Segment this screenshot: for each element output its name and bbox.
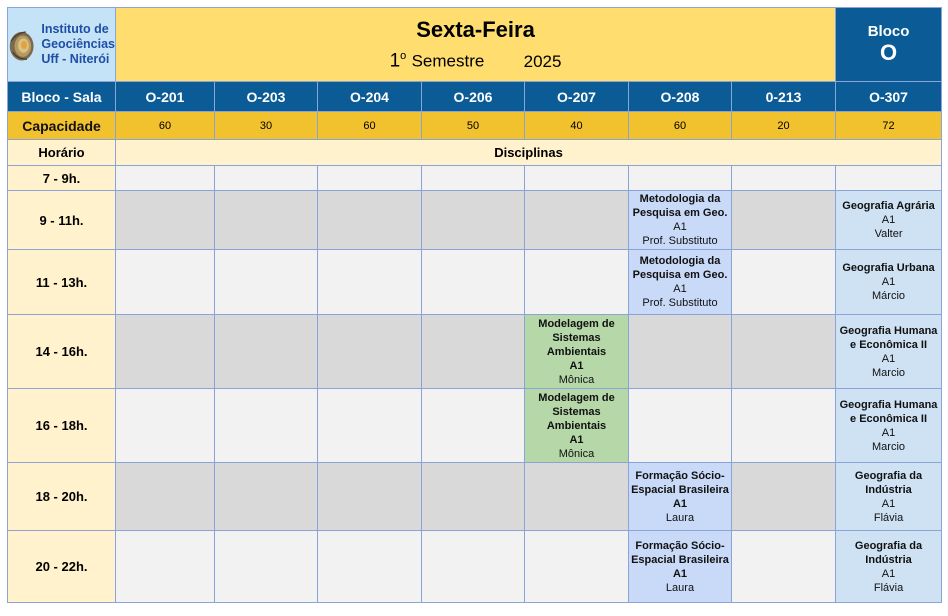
time-row	[8, 531, 942, 603]
empty-slot	[629, 315, 732, 389]
empty-slot	[732, 250, 836, 315]
empty-slot	[732, 389, 836, 463]
empty-slot	[318, 315, 422, 389]
class-teacher: Prof. Substituto	[642, 297, 718, 309]
empty-slot	[422, 463, 525, 531]
class-slot[interactable]	[629, 463, 732, 531]
empty-slot	[732, 315, 836, 389]
class-teacher: Flávia	[873, 511, 904, 524]
class-group: A1	[673, 283, 687, 295]
time-row	[8, 166, 942, 191]
empty-slot	[318, 250, 422, 315]
class-group: A1	[672, 567, 688, 580]
empty-slot	[318, 166, 422, 191]
empty-slot	[318, 463, 422, 531]
empty-slot	[525, 250, 629, 315]
time-label: 18 - 20h.	[8, 463, 116, 531]
class-group: A1	[569, 433, 584, 446]
capacity-value: 60	[318, 112, 422, 140]
empty-slot	[215, 531, 318, 603]
class-teacher: Laura	[665, 511, 695, 524]
class-title: Espacial Brasileira	[631, 553, 729, 566]
class-title: e Econômica II	[850, 412, 928, 425]
room-header: O-203	[215, 82, 318, 112]
empty-slot	[422, 315, 525, 389]
logo-line-3: Uff - Niterói	[41, 52, 110, 66]
class-title: Metodologia da	[639, 255, 721, 267]
time-label: 20 - 22h.	[8, 531, 116, 603]
class-title: Geografia Agrária	[842, 200, 935, 212]
class-slot[interactable]	[629, 250, 732, 315]
class-slot[interactable]	[525, 315, 629, 389]
logo-line-1: Instituto de	[41, 22, 109, 36]
empty-slot	[422, 531, 525, 603]
class-title: Geografia Urbana	[842, 262, 935, 274]
capacity-value: 60	[116, 112, 215, 140]
class-slot[interactable]	[629, 191, 732, 250]
empty-slot	[116, 315, 215, 389]
class-title: Pesquisa em Geo.	[632, 207, 728, 219]
class-title: Sistemas	[552, 331, 601, 344]
capacity-row	[8, 112, 942, 140]
time-row	[8, 389, 942, 463]
class-title: Geografia Humana	[839, 324, 938, 337]
class-title: Espacial Brasileira	[631, 483, 729, 496]
empty-slot	[422, 250, 525, 315]
empty-slot	[116, 191, 215, 250]
class-title: Formação Sócio-	[635, 469, 725, 482]
class-teacher: Mônica	[558, 373, 595, 386]
time-row	[8, 315, 942, 389]
class-teacher: Flávia	[873, 581, 904, 594]
empty-slot	[525, 463, 629, 531]
class-slot[interactable]	[836, 531, 942, 603]
class-slot[interactable]	[629, 531, 732, 603]
semester-number: 1	[389, 50, 401, 72]
block-letter: O	[879, 40, 898, 65]
empty-slot	[116, 389, 215, 463]
capacity-value: 50	[422, 112, 525, 140]
class-group: A1	[881, 497, 896, 510]
page-title: Sexta-Feira	[416, 17, 535, 43]
time-label: 14 - 16h.	[8, 315, 116, 389]
empty-slot	[732, 166, 836, 191]
class-title: Geografia da	[854, 539, 923, 552]
room-header: O-206	[422, 82, 525, 112]
logo-cell	[8, 8, 116, 82]
capacity-value: 60	[629, 112, 732, 140]
semester-word: Semestre	[411, 51, 485, 71]
empty-slot	[732, 191, 836, 250]
room-header: O-307	[836, 82, 942, 112]
room-header-label: Bloco - Sala	[8, 82, 116, 112]
class-title: Sistemas	[552, 405, 601, 418]
room-header-row	[8, 82, 942, 112]
empty-slot	[836, 166, 942, 191]
class-group: A1	[881, 426, 896, 439]
class-slot[interactable]	[836, 315, 942, 389]
class-title: Geografia da	[854, 469, 923, 482]
capacity-value: 72	[836, 112, 942, 140]
empty-slot	[318, 191, 422, 250]
empty-slot	[525, 531, 629, 603]
time-label: 7 - 9h.	[8, 166, 116, 191]
class-slot[interactable]	[836, 463, 942, 531]
capacity-value: 30	[215, 112, 318, 140]
empty-slot	[422, 191, 525, 250]
class-title: Indústria	[865, 483, 912, 496]
empty-slot	[732, 463, 836, 531]
disciplinas-header-row	[8, 140, 942, 166]
room-header: O-201	[116, 82, 215, 112]
class-teacher: Prof. Substituto	[642, 235, 718, 247]
block-label: Bloco	[867, 23, 910, 40]
class-title: Metodologia da	[639, 193, 721, 205]
empty-slot	[215, 250, 318, 315]
class-teacher: Márcio	[872, 290, 906, 302]
class-slot[interactable]	[836, 250, 942, 315]
time-row	[8, 191, 942, 250]
logo-text	[41, 22, 115, 67]
class-teacher: Marcio	[872, 440, 906, 453]
class-teacher: Laura	[665, 581, 695, 594]
class-slot[interactable]	[525, 389, 629, 463]
semester-line	[116, 50, 835, 72]
class-teacher: Marcio	[872, 366, 906, 379]
semester-ordinal: o	[400, 50, 407, 63]
empty-slot	[116, 531, 215, 603]
disciplinas-label: Disciplinas	[116, 140, 942, 166]
empty-slot	[116, 166, 215, 191]
block-cell	[836, 8, 942, 82]
class-title: Modelagem de	[538, 391, 615, 404]
capacity-value: 40	[525, 112, 629, 140]
class-slot[interactable]	[836, 191, 942, 250]
logo-line-2: Geociências	[41, 37, 115, 51]
horario-label: Horário	[8, 140, 116, 166]
class-group: A1	[673, 221, 687, 233]
class-group: A1	[569, 359, 584, 372]
class-group: A1	[881, 214, 896, 226]
empty-slot	[215, 389, 318, 463]
class-title: Ambientais	[546, 345, 607, 358]
class-title: Geografia Humana	[839, 398, 938, 411]
time-label: 9 - 11h.	[8, 191, 116, 250]
empty-slot	[215, 191, 318, 250]
room-header: O-207	[525, 82, 629, 112]
empty-slot	[215, 463, 318, 531]
class-title: Formação Sócio-	[635, 539, 725, 552]
time-label: 11 - 13h.	[8, 250, 116, 315]
class-teacher: Mônica	[558, 447, 595, 460]
room-header: O-208	[629, 82, 732, 112]
class-title: Pesquisa em Geo.	[632, 269, 728, 281]
class-group: A1	[672, 497, 688, 510]
empty-slot	[215, 166, 318, 191]
empty-slot	[525, 191, 629, 250]
empty-slot	[116, 250, 215, 315]
empty-slot	[215, 315, 318, 389]
class-title: Indústria	[865, 553, 912, 566]
class-title: Ambientais	[546, 419, 607, 432]
shell-logo-icon	[8, 17, 35, 73]
room-header: O-204	[318, 82, 422, 112]
schedule-table	[7, 7, 942, 603]
year: 2025	[523, 51, 562, 71]
class-slot[interactable]	[836, 389, 942, 463]
empty-slot	[629, 389, 732, 463]
time-row	[8, 250, 942, 315]
empty-slot	[318, 389, 422, 463]
room-header: 0-213	[732, 82, 836, 112]
class-group: A1	[881, 352, 896, 365]
empty-slot	[732, 531, 836, 603]
class-group: A1	[881, 567, 896, 580]
capacity-value: 20	[732, 112, 836, 140]
empty-slot	[525, 166, 629, 191]
class-group: A1	[881, 276, 896, 288]
empty-slot	[422, 166, 525, 191]
time-row	[8, 463, 942, 531]
empty-slot	[318, 531, 422, 603]
empty-slot	[422, 389, 525, 463]
class-title: Modelagem de	[538, 317, 615, 330]
empty-slot	[629, 166, 732, 191]
class-title: e Econômica II	[850, 338, 928, 351]
title-cell	[116, 8, 836, 82]
time-label: 16 - 18h.	[8, 389, 116, 463]
class-teacher: Valter	[874, 228, 903, 240]
capacity-label: Capacidade	[8, 112, 116, 140]
empty-slot	[116, 463, 215, 531]
